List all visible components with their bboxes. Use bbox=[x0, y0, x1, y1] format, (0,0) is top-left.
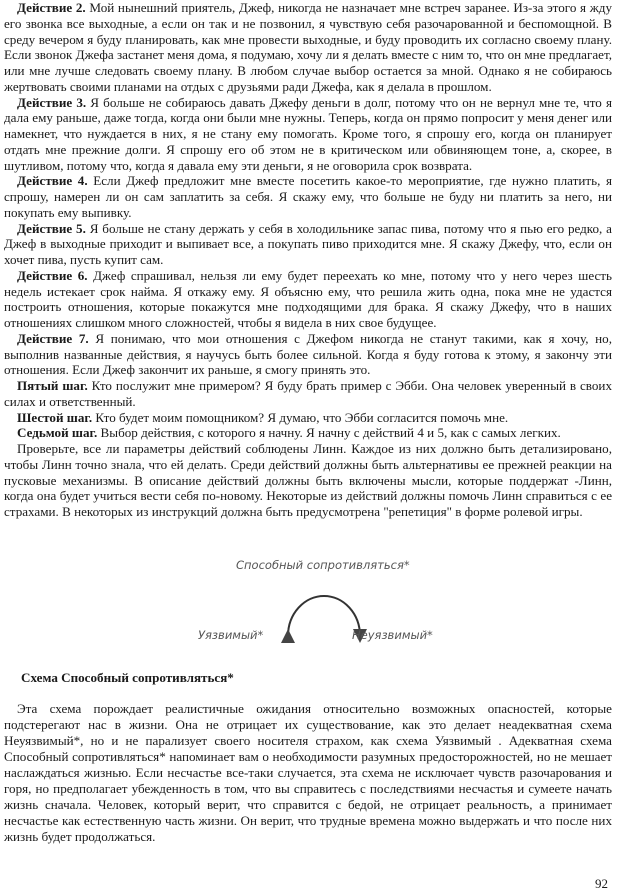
paragraph bbox=[4, 441, 612, 520]
paragraph bbox=[4, 425, 612, 441]
paragraph bbox=[4, 221, 612, 268]
paragraph bbox=[4, 268, 612, 331]
paragraph bbox=[4, 95, 612, 174]
section-paragraph: Эта схема порождает реалистичные ожидания относительно возможных опасностей, которые подстерегают нас в жизни. Она не отрицает их существование, как это делает неадекватная схема Неуязвимый*, но и не парализует своего носителя страхом, как схема Уязвимый . Адекватная схема Способный сопротивляться* напоминает вам о необходимости разумных предосторожностей, но не мешает наслаждаться жизнью. Если несчастье все-таки случается, эта схема не исключает чувств разочарования и горя, но предполагает убежденность в том, что вы справитесь с последствиями несчастья и сумеете начать жизнь сначала. Человек, который верит, что справится с бедой, не отрицает реальность, а принимает несчастье как естественную часть жизни. Он верит, что трудные времена можно выдержать и что после них жизнь будет продолжаться. bbox=[4, 701, 612, 844]
paragraph-text: Я больше не стану держать у себя в холодильнике запас пива, потому что я пью его редко, а Джеф в выходные приходит и выпивает все, а покупать пиво приходится мне. Я скажу Джефу, что, если он хочет пива, пусть купит сам. bbox=[4, 220, 612, 267]
diagram-left-label: Уязвимый* bbox=[198, 628, 264, 642]
paragraph bbox=[4, 410, 612, 426]
paragraph-text: Кто будет моим помощником? Я думаю, что Эбби согласится помочь мне. bbox=[95, 409, 509, 425]
paragraph-text: Джеф спрашивал, нельзя ли ему будет переехать ко мне, потому что у него через шесть недель истекает срок найма. Я откажу ему. Я объясню ему, что решила жить одна, пока мне не удастся построить отношения, которые покажутся мне подходящими для брака. Я скажу Джефу, что в наших отношениях слишком много сложностей, чтобы я видела в них свое будущее. bbox=[4, 267, 612, 330]
paragraph-text: Проверьте, все ли параметры действий соблюдены Линн. Каждое из них должно быть детализировано, чтобы Линн точно знала, что ей делать. Среди действий должны быть альтернативы ее прежней реакции на пусковые механизмы. В описание действий должны быть включены мысли, которые поддержат -Линн, когда она будет учиться вести себя по-новому. Некоторые из действий должны помочь Линн справиться с ее страхами. В некоторых из инструкций должна быть предусмотрена "репетиция" в форме ролевой игры. bbox=[4, 441, 612, 519]
paragraph bbox=[4, 378, 612, 410]
paragraph bbox=[4, 173, 612, 220]
section-title: Схема Способный сопротивляться* bbox=[21, 670, 234, 685]
double-arrow-arc bbox=[288, 596, 360, 636]
main-text bbox=[4, 0, 612, 520]
page-number: 92 bbox=[595, 876, 608, 891]
paragraph-text: Выбор действия, с которого я начну. Я начну с действий 4 и 5, как с самых легких. bbox=[100, 425, 561, 441]
paragraph-label: Седьмой шаг. bbox=[17, 425, 98, 441]
paragraph-text: Я понимаю, что мои отношения с Джефом никогда не станут такими, как я хочу, но, выполнив названные действия, я научусь быть более сильной. Когда я буду готова к этому, я закончу эти отношения. Если Джеф закончит их раньше, я смогу принять это. bbox=[4, 330, 612, 378]
paragraph-label: Действие 5. bbox=[17, 220, 86, 236]
paragraph-label: Действие 3. bbox=[17, 94, 87, 110]
paragraph-label: Пятый шаг. bbox=[17, 378, 88, 393]
diagram-right-label: Неуязвимый* bbox=[352, 628, 433, 642]
paragraph-label: Действие 6. bbox=[17, 267, 88, 283]
paragraph-label: Шестой шаг. bbox=[17, 409, 93, 425]
paragraph-label: Действие 4. bbox=[17, 173, 88, 189]
paragraph-text: Я больше не собираюсь давать Джефу деньги в долг, потому что он не вернул мне те, что я дала ему раньше, даже тогда, когда они были мне нужны. Теперь, когда он прямо попросит у меня денег или намекнет, что нуждается в них, я не стану ему помогать. Кроме того, я спрошу его, когда он планирует отдать мне прежние долги. Я спрошу его об этом не в критическом или обвиняющем тоне, а, скорее, в шутливом, потому что, когда я давала ему эти деньги, я не оговорила срок возврата. bbox=[4, 94, 612, 173]
schema-diagram bbox=[190, 552, 450, 652]
paragraph-label: Действие 2. bbox=[17, 0, 86, 15]
paragraph bbox=[4, 0, 612, 95]
paragraph bbox=[4, 331, 612, 378]
paragraph-text: Кто послужит мне примером? Я буду брать пример с Эбби. Она человек уверенный в своих силах и ответственный. bbox=[4, 378, 612, 409]
diagram-top-label: Способный сопротивляться* bbox=[236, 558, 410, 572]
paragraph-label: Действие 7. bbox=[17, 330, 89, 346]
section-body bbox=[4, 701, 612, 845]
paragraph-text: Если Джеф предложит мне вместе посетить какое-то мероприятие, где нужно платить, я спрошу, намерен ли он сам заплатить за себя. Я скажу ему, что больше не буду ни платить за него, ни покупать ему выпивку. bbox=[4, 173, 612, 220]
paragraph-text: Мой нынешний приятель, Джеф, никогда не назначает мне встреч заранее. Из-за этого я жду его звонка все выходные, а если он так и не позвонил, я чувствую себя разочарованной и беспомощной. В среду вечером я буду планировать, как мне провести выходные, и буду проводить их согласно своему плану. Если звонок Джефа застанет меня дома, я подумаю, хочу ли я делать вместе с ним то, что он мне предлагает, или мне лучше следовать своему плану. В любом случае выбор остается за мной. Однако я не собираюсь жертвовать своими планами на отдых с друзьями ради Джефа, как я делала в прошлом. bbox=[4, 0, 612, 94]
